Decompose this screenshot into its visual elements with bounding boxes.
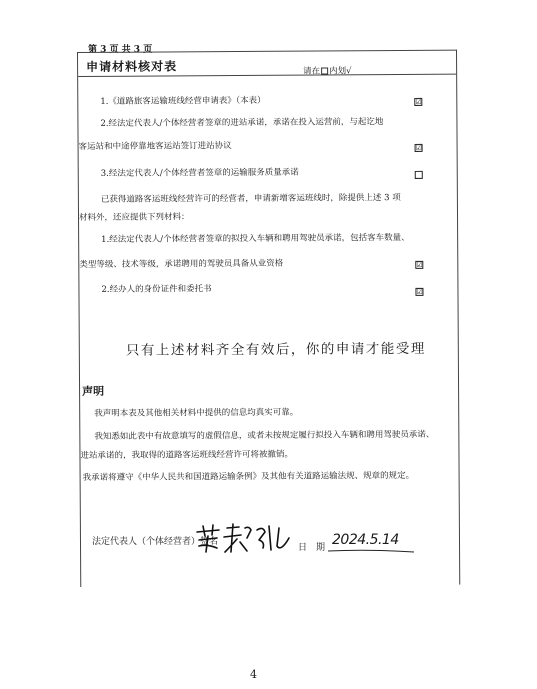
check-hint xyxy=(303,64,352,76)
statement-p2-line-1: 我知悉如此表中有故意填写的虚假信息，或者未按规定履行拟投入车辆和聘用驾驶员承诺、 xyxy=(94,429,435,442)
date-label-2: 期 xyxy=(316,543,326,553)
handwritten-date: 2024.5.14 xyxy=(332,532,399,548)
item-3: 3.经法定代表人/个体经营者签章的运输服务质量承诺 xyxy=(100,167,299,179)
extra-item-1-line-1: 1.经法定代表人/个体经营者签章的拟投入车辆和聘用驾驶员承诺，包括客车数量、 xyxy=(101,232,410,245)
form-title: 申请材料核对表 xyxy=(86,59,178,74)
statement-p2-line-2: 进站承诺的，我取得的道路客运班线经营许可将被撤销。 xyxy=(80,449,294,461)
date-underline xyxy=(328,549,414,553)
extra-intro-line-1: 已获得道路客运班线经营许可的经营者，申请新增客运班线时，除提供上述 3 项 xyxy=(100,193,401,205)
extra-item-1-line-2: 类型等级、技术等级，承诺聘用的驾驶员具备从业资格 xyxy=(79,258,284,270)
checkbox-extra-2[interactable]: ☑ xyxy=(416,287,423,296)
title-row xyxy=(78,51,456,77)
statement-title: 声明 xyxy=(82,384,105,398)
item-2-line-2: 客运站和中途停靠地客运站签订进站协议 xyxy=(78,141,232,152)
checkbox-item-2[interactable]: ☑ xyxy=(415,143,422,152)
checkbox-extra-1[interactable]: ☑ xyxy=(416,260,423,269)
page-number: 4 xyxy=(250,668,257,681)
hint-box-icon xyxy=(321,67,328,74)
acceptance-notice: 只有上述材料齐全有效后，你的申请才能受理 xyxy=(125,340,426,359)
checkbox-item-3[interactable] xyxy=(415,171,423,179)
date-label-1: 日 xyxy=(298,543,308,553)
page-info: 第 3 页 共 3 页 xyxy=(88,45,153,55)
rep-signature-label: 法定代表人（个体经营者）签名 xyxy=(92,537,219,547)
statement-p3: 我承诺将遵守《中华人民共和国道路运输条例》及其他有关道路运输法规、规章的规定。 xyxy=(82,470,415,483)
statement-p1: 我声明本表及其他相关材料中提供的信息均真实可靠。 xyxy=(94,407,299,419)
hint-suffix: 内划√ xyxy=(329,66,352,77)
extra-item-2: 2.经办人的身份证件和委托书 xyxy=(101,284,212,295)
item-2-line-1: 2.经法定代表人/个体经营者签章的进站承诺，承诺在投入运营前，与起讫地 xyxy=(100,117,384,129)
form-frame xyxy=(77,50,460,587)
extra-intro-line-2: 材料外，还应提供下列材料： xyxy=(78,212,190,223)
checkbox-item-1[interactable]: ☑ xyxy=(415,97,422,106)
hint-prefix: 请在 xyxy=(303,66,321,77)
handwritten-signature xyxy=(193,522,295,556)
item-1: 1.《道路旅客运输班线经营申请表》（本表） xyxy=(100,95,266,107)
